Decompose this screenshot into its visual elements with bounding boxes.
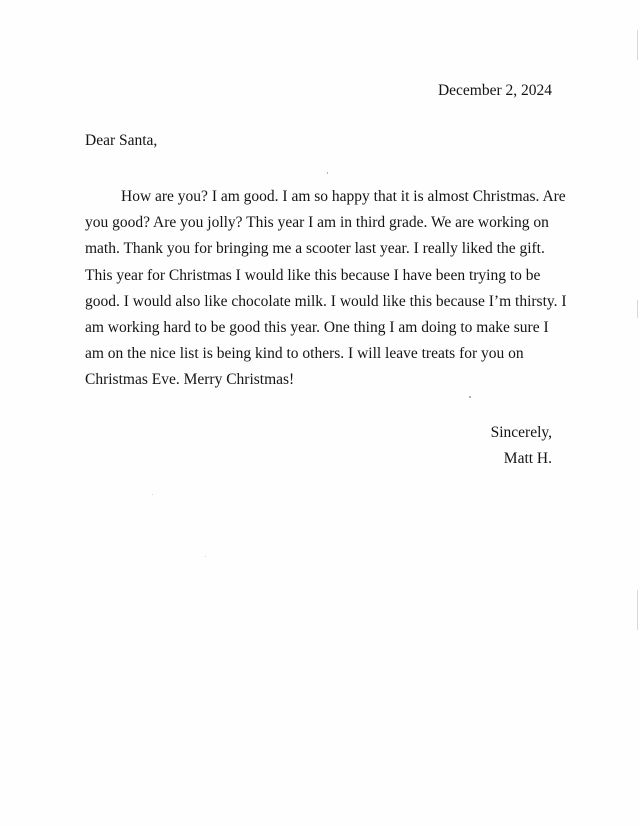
body-line: good. I would also like chocolate milk. I would like this because I’m thirsty. I xyxy=(85,292,567,310)
scan-speck xyxy=(152,494,153,495)
body-line: am working hard to be good this year. One thing I am doing to make sure I xyxy=(85,318,549,336)
scan-speck xyxy=(205,556,206,557)
scan-speck xyxy=(469,396,471,398)
body-line: Christmas Eve. Merry Christmas! xyxy=(85,371,295,389)
body-line: How are you? I am good. I am so happy that it is almost Christmas. Are xyxy=(121,188,566,205)
closing-phrase: Sincerely, xyxy=(490,424,552,441)
body-line: am on the nice list is being kind to others. I will leave treats for you on xyxy=(85,345,524,363)
body-line: you good? Are you jolly? This year I am in third grade. We are working on xyxy=(85,214,549,232)
letter-closing xyxy=(491,420,552,472)
salutation: Dear Santa, xyxy=(85,132,158,149)
scan-edge-mark xyxy=(637,590,638,630)
letter-body xyxy=(85,184,567,394)
scan-edge-mark xyxy=(637,300,638,318)
scan-edge-mark xyxy=(637,30,638,60)
scan-speck xyxy=(327,172,328,174)
letter-date: December 2, 2024 xyxy=(437,82,552,99)
signature: Matt H. xyxy=(503,450,552,467)
body-line: This year for Christmas I would like this because I have been trying to be xyxy=(85,266,541,284)
body-line: math. Thank you for bringing me a scooter last year. I really liked the gift. xyxy=(85,240,545,258)
